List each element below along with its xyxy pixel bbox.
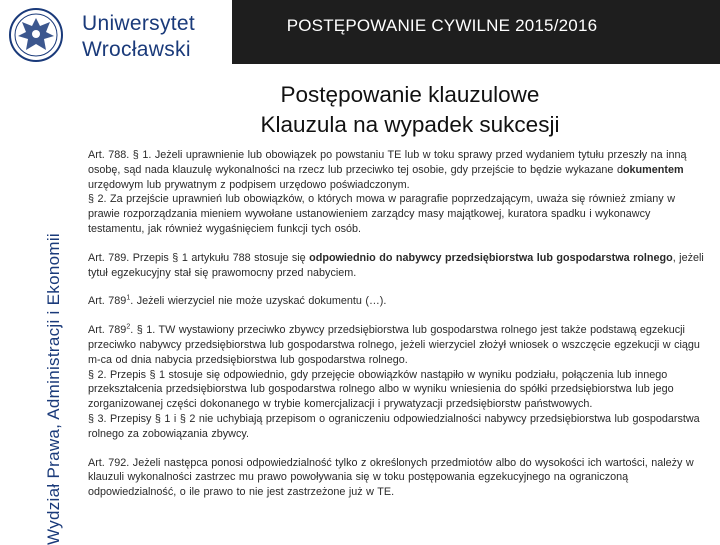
- article-788-paragraph-1: [88, 148, 710, 192]
- logo-text-line1: Uniwersytet: [82, 12, 195, 35]
- article-789-2-paragraph-2: § 2. Przepis § 1 stosuje się odpowiednio, gdy przejęcie obowiązków nastąpiło w wyniku podziału, połączenia lub innego przekształcenia przedsiębiorstwa lub gospodarstwa rolnego albo w wyniku wniesienia do spółki przedsiębiorstwa lub jego zorganizowanej części dokonanego w trybie komercjalizacji i prywatyzacji przedsiębiorstw państwowych.: [88, 368, 674, 411]
- article-792-paragraph: Art. 792. Jeżeli następca ponosi odpowiedzialność tylko z określonych przedmiotów albo do wysokości ich wartości, należy w klauzuli wykonalności zastrzec mu prawo powoływania się w toku postępowania egzekucyjnego na ograniczoną odpowiedzialność, o ile prawo to nie jest zastrzeżone już w TE.: [88, 456, 694, 499]
- logo-text-line2: Wrocławski: [82, 38, 191, 61]
- slide-title-line1: Postępowanie klauzulowe: [280, 82, 540, 107]
- text-run: , jeżeli tytuł egzekucyjny stał się prawomocny przed nabyciem.: [88, 251, 704, 279]
- text-run: Art. 789: [88, 324, 127, 337]
- article-788-paragraph-2: § 2. Za przejście uprawnień lub obowiązków, o których mowa w paragrafie poprzedzającym, uważa się również zmiany w prawie rozporządzania mieniem wywołane ustanowieniem zarządcy masy majątkowej, kuratora spadku i wykonawcy testamentu, jak również wygaśnięciem funkcji tych osób.: [88, 193, 675, 235]
- slide-title-line2: Klauzula na wypadek sukcesji: [260, 112, 560, 137]
- course-title: POSTĘPOWANIE CYWILNE 2015/2016: [286, 16, 598, 35]
- text-run: . Jeżeli wierzyciel nie może uzyskać dokumentu (…).: [130, 295, 387, 308]
- university-logo: [6, 6, 228, 60]
- faculty-name: Wydział Prawa, Administracji i Ekonomii: [44, 233, 63, 545]
- article-789-paragraph: [88, 251, 710, 281]
- text-run: Art. 788. § 1. Jeżeli uprawnienie lub obowiązek po powstaniu TE lub w toku sprawy przed wydaniem tytułu przeszły na inną osobę, sąd nada klauzulę wykonalności na rzecz lub przeciwko tej osobie, gdy przejście to będzie wykazane d: [88, 149, 687, 176]
- superscript: 2: [126, 323, 131, 331]
- slide-body: [88, 148, 710, 500]
- university-eagle-emblem-icon: [6, 6, 70, 64]
- bold-text: okumentem: [622, 163, 684, 176]
- text-run: Art. 789. Przepis § 1 artykułu 788 stosuje się: [88, 251, 310, 264]
- superscript: 1: [126, 294, 131, 302]
- text-run: . § 1. TW wystawiony przeciwko zbywcy przedsiębiorstwa lub gospodarstwa rolnego jest także podstawą egzekucji przeciwko nabywcy przedsiębiorstwa lub gospodarstwa rolnego, jeżeli wierzyciel złożył wniosek o wszczęcie egzekucji w ciągu m-ca od dnia nabycia przedsiębiorstwa lub gospodarstwa rolnego.: [88, 324, 700, 366]
- article-789-2-paragraph-1: [88, 323, 710, 367]
- text-run: urzędowym lub prywatnym z podpisem urzędowo poświadczonym.: [88, 178, 410, 191]
- bold-text: odpowiednio do nabywcy przedsiębiorstwa lub gospodarstwa rolnego: [309, 251, 673, 264]
- slide-title: [150, 80, 670, 140]
- header: [0, 0, 720, 64]
- article-789-1-paragraph: [88, 294, 710, 309]
- text-run: Art. 789: [88, 295, 127, 308]
- article-789-2-paragraph-3: § 3. Przepisy § 1 i § 2 nie uchybiają przepisom o ograniczeniu odpowiedzialności nabywcy przedsiębiorstwa lub gospodarstwa rolnego za zobowiązania zbywcy.: [88, 412, 700, 440]
